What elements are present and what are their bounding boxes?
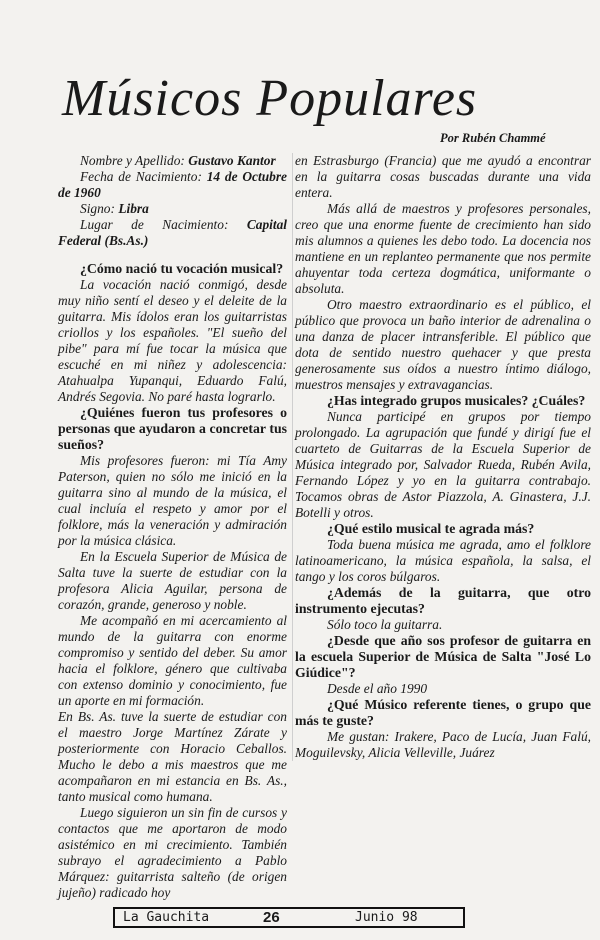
interview-answer: Desde el año 1990: [327, 681, 428, 696]
interview-answer: Sólo toco la guitarra.: [327, 617, 443, 632]
info-label: Lugar de Nacimiento:: [80, 217, 247, 232]
interview-answer: En Bs. As. tuve la suerte de estudiar con el maestro Jorge Martínez Zárate y posteriormente con Horacio Ceballos. Mucho le debo a mis maestros que me acompañaron en mi estancia en Bs. As., tanto musical como humana.: [58, 709, 287, 804]
article-title: Músicos Populares: [62, 70, 478, 127]
interview-answer: Mis profesores fueron: mi Tía Amy Paterson, quien no sólo me inició en la guitarra sino al mundo de la música, el cual incluía el respeto y amor por el folklore, más la veneración y admiración por la música clásica.: [58, 453, 287, 548]
interview-answer: Nunca participé en grupos por tiempo prolongado. La agrupación que fundé y dirigí fue el cuarteto de Guitarras de la Escuela Superior de Música integrado por, Salvador Rueda, Rubén Avila, Fernando López y yo en la guitarra contrabajo. Tocamos obras de Astor Piazzola, A. Ginastera, J.J. Botelli y otros.: [295, 409, 591, 520]
info-label: Nombre y Apellido:: [80, 153, 189, 168]
interview-question: ¿Qué Músico referente tienes, o grupo que más te guste?: [295, 697, 591, 728]
interview-answer: Más allá de maestros y profesores personales, creo que una enorme fuente de crecimiento han sido mis alumnos a quienes les debo todo. La docencia nos mantiene en un replanteo permanente que nos permite ahuyentar toda certeza dogmática, uniformante o absoluta.: [295, 201, 591, 296]
info-value: Gustavo Kantor: [188, 153, 276, 168]
info-value: Libra: [118, 201, 149, 216]
info-field: [58, 217, 287, 249]
info-value: 14 de Octubre de 1960: [58, 169, 287, 200]
interview-question: ¿Desde que año sos profesor de guitarra en la escuela Superior de Música de Salta "José Lo Giúdice"?: [295, 633, 591, 680]
interview-answer: En la Escuela Superior de Música de Salta tuve la suerte de estudiar con la profesora Alicia Aguilar, persona de corazón, grande, generoso y noble.: [58, 549, 287, 612]
interview-question: ¿Quiénes fueron tus profesores o personas que ayudaron a concretar tus sueños?: [58, 405, 287, 452]
info-value: Capital Federal (Bs.As.): [58, 217, 287, 248]
interview-answer: Me gustan: Irakere, Paco de Lucía, Juan Falú, Moguilevsky, Alicia Velleville, Juárez: [295, 729, 591, 760]
interview-answer: Me acompañó en mi acercamiento al mundo de la guitarra con enorme compromiso y sentido del deber. Su amor hacia el folklore, género que cultivaba con extenso dominio y conocimiento, fue un aporte en mi formación.: [58, 613, 287, 708]
interview-answer: Otro maestro extraordinario es el público, el público que provoca un baño interior de adrenalina o una danza de placer intransferible. El público que dota de sentido nuestro quehacer y que presta generosamente sus oídos a nuestro íntimo diálogo, muestros mensajes y extravagancias.: [295, 297, 591, 392]
interview-answer: Luego siguieron un sin fin de cursos y contactos que me aportaron de modo asistémico en mi crecimiento. También subrayo el agradecimiento a Pablo Márquez: guitarrista salteño (de origen jujeño) radicado hoy: [58, 805, 287, 900]
interview-question: ¿Además de la guitarra, que otro instrumento ejecutas?: [295, 585, 591, 616]
info-field: [58, 153, 287, 169]
right-column: [292, 153, 591, 761]
left-column: [58, 153, 287, 901]
interview-answer: en Estrasburgo (Francia) que me ayudó a encontrar en la guitarra cosas buscadas durante una vida entera.: [295, 153, 591, 200]
info-field: [58, 169, 287, 201]
page-number: 26: [263, 909, 280, 926]
publication-name: La Gauchita: [123, 910, 210, 925]
page-footer: [113, 907, 465, 928]
interview-question: ¿Cómo nació tu vocación musical?: [80, 261, 284, 276]
info-label: Signo:: [80, 201, 119, 216]
issue-date: Junio 98: [355, 910, 418, 925]
info-field: [58, 201, 287, 217]
info-label: Fecha de Nacimiento:: [80, 169, 207, 184]
interview-question: ¿Qué estilo musical te agrada más?: [327, 521, 535, 536]
interview-answer: Toda buena música me agrada, amo el folklore latinoamericano, la música española, la salsa, el tango y los coros búlgaros.: [295, 537, 591, 584]
interview-question: ¿Has integrado grupos musicales? ¿Cuáles?: [327, 393, 586, 408]
interview-answer: La vocación nació conmigó, desde muy niño sentí el deseo y el deleite de la guitarra. Mis ídolos eran los guitarristas criollos y los españoles. "El sueño del pibe" para mí fue tocar la música que escuché en mi niñez y adolescencia: Atahualpa Yupanqui, Eduardo Falú, Andrés Segovia. No paré hasta lograrlo.: [58, 277, 287, 404]
author-byline: Por Rubén Chammé: [440, 131, 546, 145]
